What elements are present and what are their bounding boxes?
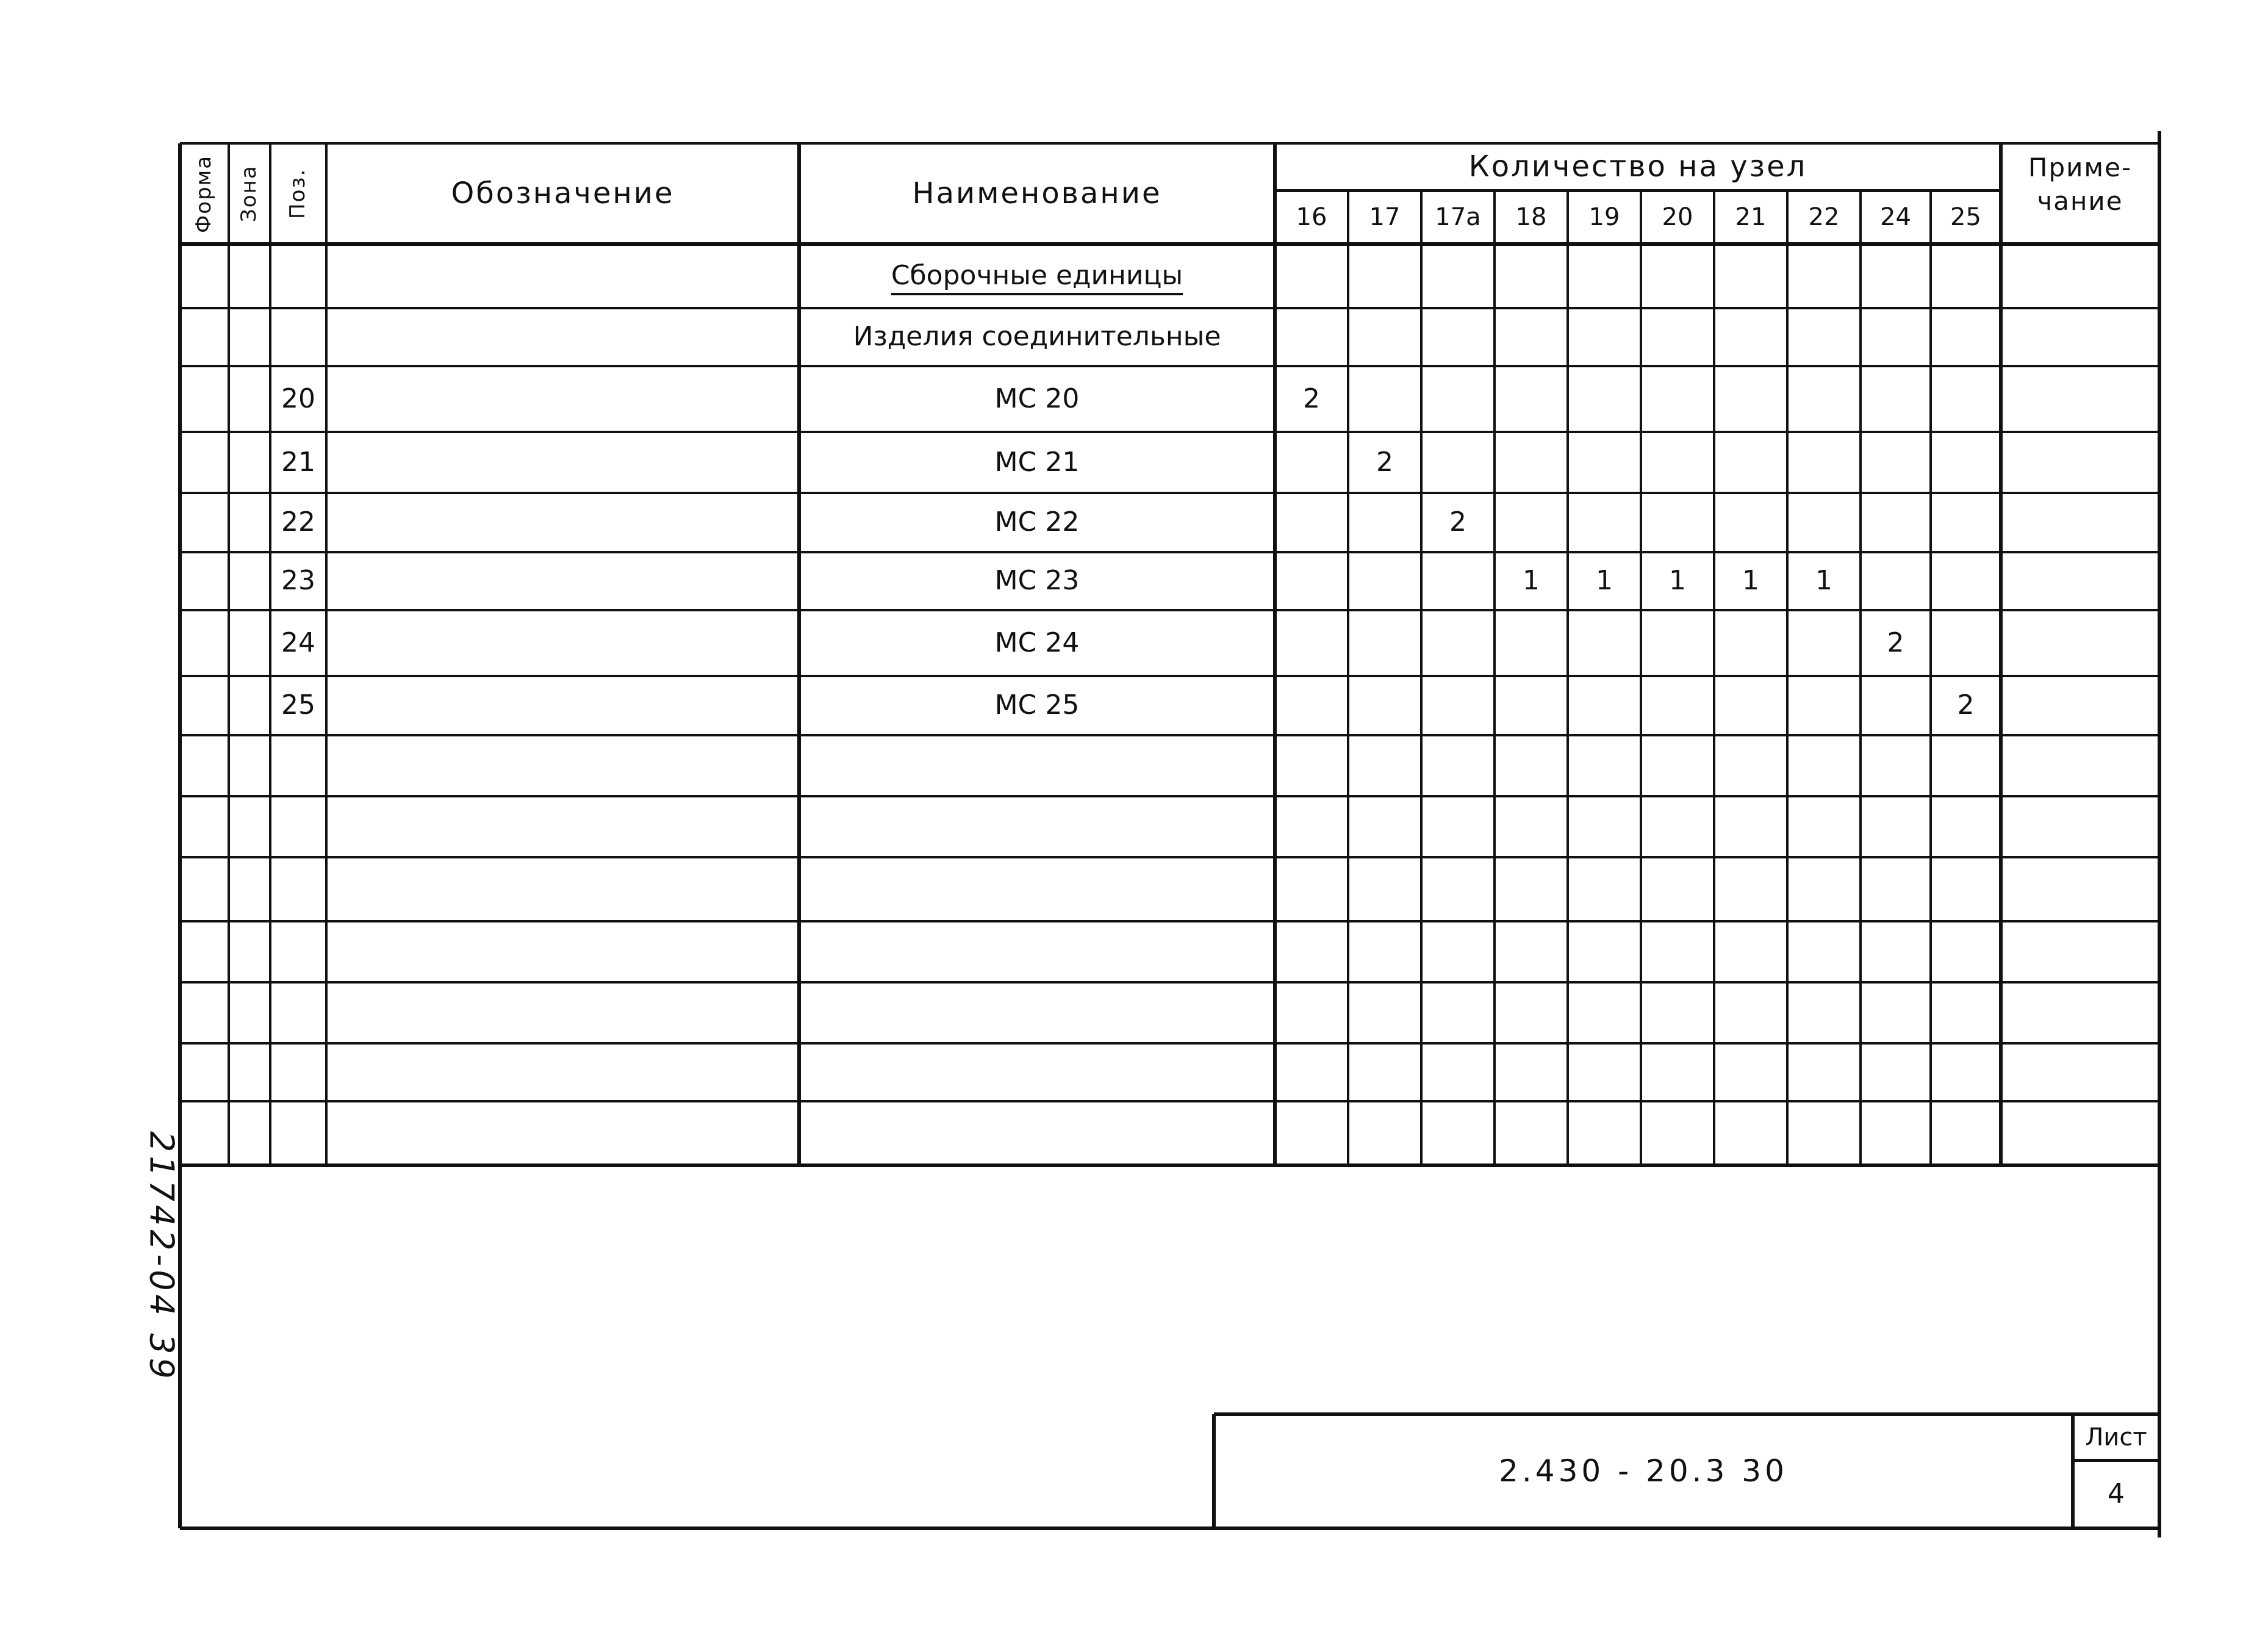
table-row-qty bbox=[1861, 552, 1931, 610]
table-row-qty bbox=[1641, 432, 1714, 493]
table-row-qty bbox=[1275, 796, 1348, 857]
table-row-qty bbox=[1714, 432, 1787, 493]
table-row-poz bbox=[270, 1043, 326, 1101]
table-row-qty bbox=[1714, 982, 1787, 1043]
qty-column-header: 18 bbox=[1515, 203, 1547, 231]
table-row-qty bbox=[1348, 493, 1421, 552]
table-row-name: МС 25 bbox=[994, 689, 1080, 721]
table-row-qty bbox=[1421, 982, 1495, 1043]
table-row-qty bbox=[1421, 244, 1495, 308]
table-row-poz bbox=[270, 244, 326, 308]
table-row-qty bbox=[1568, 493, 1641, 552]
table-row-qty bbox=[1931, 921, 2001, 982]
table-row-qty bbox=[1568, 796, 1641, 857]
table-row-qty: 1 bbox=[1596, 565, 1613, 597]
table-row-qty bbox=[1568, 610, 1641, 676]
table-row-qty bbox=[1568, 676, 1641, 735]
header-forma: Форма bbox=[192, 154, 217, 233]
table-row-qty bbox=[1931, 796, 2001, 857]
document-code: 2.430 - 20.3 30 bbox=[1499, 1453, 1788, 1489]
table-row-qty bbox=[1641, 796, 1714, 857]
table-row-qty bbox=[1787, 1043, 1861, 1101]
table-row-poz: 23 bbox=[281, 565, 315, 597]
table-row-qty: 2 bbox=[1376, 446, 1393, 478]
table-row-qty bbox=[1641, 366, 1714, 432]
header-primechanie: Приме- чание bbox=[2028, 152, 2133, 216]
table-row-name bbox=[799, 921, 1275, 982]
table-row-qty bbox=[1348, 244, 1421, 308]
table-row-qty bbox=[1641, 735, 1714, 796]
table-row-qty: 2 bbox=[1887, 627, 1904, 658]
table-row-qty bbox=[1641, 982, 1714, 1043]
table-row-qty bbox=[1495, 366, 1568, 432]
table-row-name: Сборочные единицы bbox=[891, 260, 1183, 292]
qty-column-header: 22 bbox=[1808, 203, 1840, 231]
table-row-poz bbox=[270, 921, 326, 982]
table-row-qty bbox=[1568, 1043, 1641, 1101]
table-row-qty bbox=[1495, 1101, 1568, 1165]
qty-column-header: 17 bbox=[1369, 203, 1401, 231]
table-row-qty bbox=[1641, 857, 1714, 921]
qty-column-header: 17а bbox=[1435, 203, 1481, 231]
table-row-name: МС 21 bbox=[994, 446, 1080, 478]
table-row-qty bbox=[1787, 366, 1861, 432]
table-row-qty bbox=[1421, 432, 1495, 493]
table-row-qty bbox=[1495, 857, 1568, 921]
table-row-qty bbox=[1714, 610, 1787, 676]
table-row-name: Изделия соединительные bbox=[853, 321, 1221, 353]
table-row-qty bbox=[1861, 676, 1931, 735]
table-row-poz: 21 bbox=[281, 446, 315, 478]
header-poz: Поз. bbox=[285, 168, 310, 220]
table-row-qty bbox=[1568, 982, 1641, 1043]
table-row-qty: 1 bbox=[1523, 565, 1540, 597]
table-row-qty bbox=[1931, 244, 2001, 308]
table-row-qty bbox=[1861, 432, 1931, 493]
table-row-qty bbox=[1787, 735, 1861, 796]
table-row-qty bbox=[1495, 308, 1568, 366]
table-row-qty bbox=[1275, 1043, 1348, 1101]
table-row-qty bbox=[1568, 432, 1641, 493]
table-row-poz bbox=[270, 857, 326, 921]
table-row-qty bbox=[1348, 552, 1421, 610]
table-row-qty bbox=[1931, 1101, 2001, 1165]
sheet-label: Лист bbox=[2085, 1423, 2147, 1451]
table-row-qty: 1 bbox=[1669, 565, 1686, 597]
table-row-poz: 25 bbox=[281, 689, 315, 721]
table-row-qty bbox=[1931, 1043, 2001, 1101]
table-row-qty bbox=[1348, 1101, 1421, 1165]
table-row-qty bbox=[1421, 796, 1495, 857]
table-row-qty bbox=[1714, 676, 1787, 735]
header-oboznachenie: Обозначение bbox=[451, 176, 675, 211]
table-row-qty bbox=[1348, 857, 1421, 921]
table-row-qty bbox=[1568, 1101, 1641, 1165]
side-note: 21742-04 39 bbox=[142, 1131, 181, 1383]
qty-column-header: 25 bbox=[1950, 203, 1981, 231]
table-row-qty bbox=[1787, 432, 1861, 493]
table-row-qty bbox=[1275, 432, 1348, 493]
table-row-qty bbox=[1714, 366, 1787, 432]
table-row-qty bbox=[1714, 1101, 1787, 1165]
table-row-qty bbox=[1861, 735, 1931, 796]
table-row-qty bbox=[1275, 982, 1348, 1043]
table-row-qty bbox=[1495, 921, 1568, 982]
table-row-poz: 24 bbox=[281, 627, 315, 658]
table-row-qty bbox=[1787, 857, 1861, 921]
table-row-qty bbox=[1421, 857, 1495, 921]
table-row-qty bbox=[1275, 921, 1348, 982]
table-row-qty bbox=[1931, 366, 2001, 432]
table-row-poz bbox=[270, 796, 326, 857]
table-row-qty bbox=[1568, 308, 1641, 366]
header-zona: Зона bbox=[237, 165, 262, 223]
qty-column-header: 19 bbox=[1588, 203, 1620, 231]
table-row-qty bbox=[1568, 921, 1641, 982]
table-row-qty bbox=[1275, 308, 1348, 366]
table-row-qty bbox=[1568, 735, 1641, 796]
table-row-qty bbox=[1495, 244, 1568, 308]
table-row-qty bbox=[1861, 308, 1931, 366]
table-row-qty bbox=[1275, 493, 1348, 552]
table-row-qty bbox=[1568, 244, 1641, 308]
table-row-qty bbox=[1861, 244, 1931, 308]
table-row-qty bbox=[1348, 982, 1421, 1043]
sheet-number: 4 bbox=[2108, 1478, 2125, 1509]
table-row-qty bbox=[1275, 610, 1348, 676]
table-row-qty bbox=[1275, 552, 1348, 610]
table-row-qty bbox=[1861, 493, 1931, 552]
table-row-qty bbox=[1568, 366, 1641, 432]
table-row-qty: 2 bbox=[1957, 689, 1975, 721]
table-row-qty bbox=[1495, 676, 1568, 735]
table-row-qty bbox=[1861, 1043, 1931, 1101]
table-row-qty bbox=[1714, 796, 1787, 857]
table-row-qty bbox=[1421, 1101, 1495, 1165]
table-row-qty bbox=[1931, 308, 2001, 366]
table-row-name: МС 20 bbox=[994, 383, 1080, 414]
qty-column-header: 21 bbox=[1735, 203, 1767, 231]
table-row-qty bbox=[1641, 610, 1714, 676]
table-row-qty bbox=[1787, 982, 1861, 1043]
table-row-qty bbox=[1348, 921, 1421, 982]
table-row-qty bbox=[1787, 796, 1861, 857]
table-row-qty bbox=[1787, 610, 1861, 676]
table-row-qty: 1 bbox=[1742, 565, 1759, 597]
grid-line bbox=[228, 143, 230, 1165]
table-row-qty bbox=[1495, 982, 1568, 1043]
table-row-qty bbox=[1495, 432, 1568, 493]
table-row-name bbox=[799, 735, 1275, 796]
table-row-qty bbox=[1495, 796, 1568, 857]
table-row-qty bbox=[1348, 308, 1421, 366]
table-row-qty bbox=[1714, 921, 1787, 982]
table-row-qty bbox=[1275, 244, 1348, 308]
table-row-qty: 1 bbox=[1815, 565, 1832, 597]
table-row-qty bbox=[1787, 676, 1861, 735]
table-row-qty bbox=[1348, 676, 1421, 735]
table-row-qty bbox=[1641, 308, 1714, 366]
table-row-qty bbox=[1787, 1101, 1861, 1165]
table-row-poz bbox=[270, 308, 326, 366]
table-row-qty bbox=[1714, 857, 1787, 921]
table-row-name: МС 24 bbox=[994, 627, 1080, 658]
table-row-qty bbox=[1931, 857, 2001, 921]
table-row-qty bbox=[1931, 610, 2001, 676]
table-row-name bbox=[799, 1101, 1275, 1165]
table-row-qty bbox=[1348, 796, 1421, 857]
table-row-qty bbox=[1275, 1101, 1348, 1165]
table-row-qty bbox=[1275, 676, 1348, 735]
table-row-qty bbox=[1275, 857, 1348, 921]
table-row-qty bbox=[1421, 735, 1495, 796]
table-row-qty bbox=[1495, 735, 1568, 796]
header-naimenovanie: Наименование bbox=[912, 176, 1162, 211]
table-row-qty: 2 bbox=[1449, 506, 1466, 538]
table-row-qty bbox=[1861, 921, 1931, 982]
table-row-qty bbox=[1641, 676, 1714, 735]
table-row-qty bbox=[1641, 493, 1714, 552]
table-row-qty bbox=[1714, 1043, 1787, 1101]
table-row-name: МС 22 bbox=[994, 506, 1080, 538]
table-row-name bbox=[799, 796, 1275, 857]
table-row-qty bbox=[1714, 493, 1787, 552]
table-row-qty bbox=[1495, 610, 1568, 676]
table-row-qty bbox=[1787, 493, 1861, 552]
grid-line bbox=[2158, 131, 2161, 1537]
table-row-qty bbox=[1714, 308, 1787, 366]
table-row-qty bbox=[1787, 308, 1861, 366]
table-row-qty: 2 bbox=[1303, 383, 1320, 414]
table-row-qty bbox=[1931, 552, 2001, 610]
table-row-qty bbox=[1641, 244, 1714, 308]
table-row-qty bbox=[1714, 735, 1787, 796]
table-row-qty bbox=[1931, 735, 2001, 796]
table-row-poz: 22 bbox=[281, 506, 315, 538]
table-row-qty bbox=[1787, 244, 1861, 308]
table-row-qty bbox=[1641, 1101, 1714, 1165]
table-row-name bbox=[799, 857, 1275, 921]
table-row-qty bbox=[1861, 796, 1931, 857]
table-row-qty bbox=[1495, 1043, 1568, 1101]
qty-column-header: 16 bbox=[1296, 203, 1327, 231]
table-row-qty bbox=[1421, 610, 1495, 676]
qty-column-header: 20 bbox=[1662, 203, 1693, 231]
qty-column-header: 24 bbox=[1880, 203, 1911, 231]
header-kolichestvo: Количество на узел bbox=[1468, 149, 1807, 184]
table-row-qty bbox=[1421, 366, 1495, 432]
table-row-qty bbox=[1348, 366, 1421, 432]
table-row-qty bbox=[1714, 244, 1787, 308]
grid-line bbox=[178, 143, 182, 1165]
table-row-qty bbox=[1568, 857, 1641, 921]
table-row-name bbox=[799, 1043, 1275, 1101]
table-row-qty bbox=[1641, 921, 1714, 982]
table-row-qty bbox=[1931, 493, 2001, 552]
table-row-qty bbox=[1787, 921, 1861, 982]
table-row-qty bbox=[1348, 735, 1421, 796]
table-row-qty bbox=[1421, 552, 1495, 610]
table-row-qty bbox=[1348, 610, 1421, 676]
table-row-qty bbox=[1861, 982, 1931, 1043]
table-row-qty bbox=[1348, 1043, 1421, 1101]
table-row-qty bbox=[1421, 1043, 1495, 1101]
table-row-qty bbox=[1641, 1043, 1714, 1101]
table-row-poz: 20 bbox=[281, 383, 315, 414]
table-row-qty bbox=[1861, 1101, 1931, 1165]
table-row-name: МС 23 bbox=[994, 565, 1080, 597]
table-row-qty bbox=[1495, 493, 1568, 552]
table-row-qty bbox=[1861, 366, 1931, 432]
table-row-qty bbox=[1421, 676, 1495, 735]
table-row-qty bbox=[1931, 982, 2001, 1043]
table-row-poz bbox=[270, 1101, 326, 1165]
table-row-qty bbox=[1421, 921, 1495, 982]
table-row-qty bbox=[1275, 735, 1348, 796]
table-row-qty bbox=[1861, 857, 1931, 921]
table-row-qty bbox=[1421, 308, 1495, 366]
table-row-name bbox=[799, 982, 1275, 1043]
table-row-poz bbox=[270, 735, 326, 796]
table-row-poz bbox=[270, 982, 326, 1043]
table-row-qty bbox=[1931, 432, 2001, 493]
